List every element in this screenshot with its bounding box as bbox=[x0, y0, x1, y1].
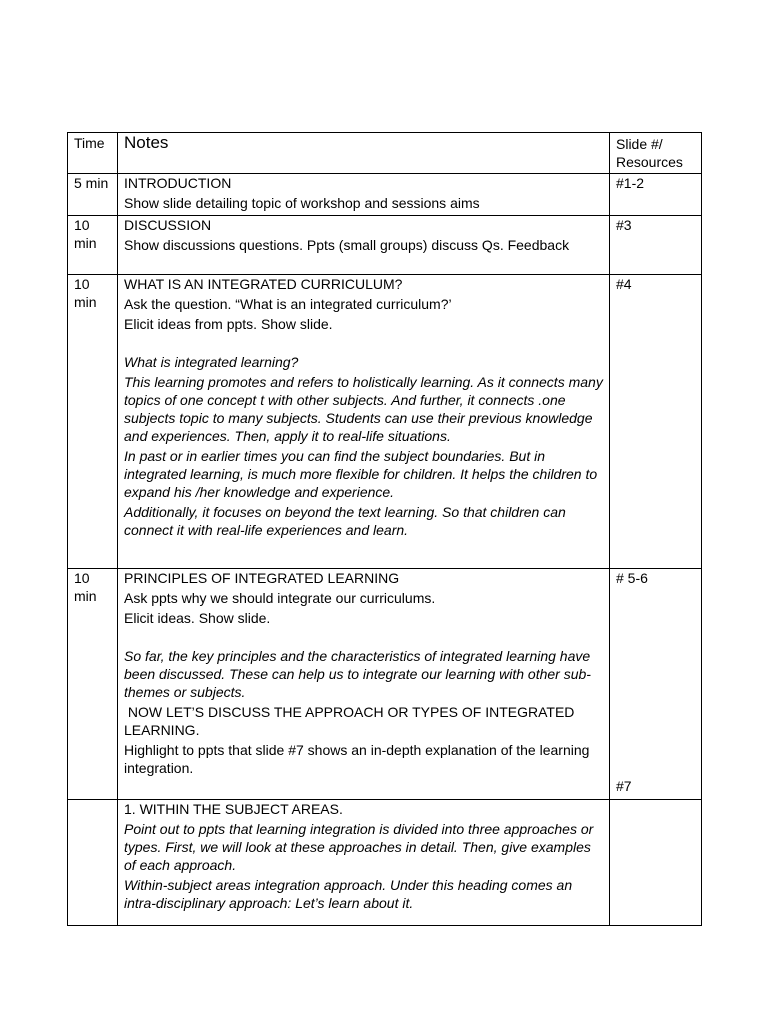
row-slide: #3 bbox=[610, 216, 702, 275]
header-time: Time bbox=[68, 133, 118, 174]
slide-ref: # 5-6 bbox=[616, 570, 648, 586]
note-paragraph: So far, the key principles and the characteristics of integrated learning have been discussed. These can help us to integrate our learning with other sub-themes or subjects. bbox=[124, 648, 591, 700]
table-row bbox=[68, 216, 702, 275]
note-line: DISCUSSION bbox=[124, 217, 212, 233]
header-row bbox=[68, 133, 702, 174]
row-slide: #1-2 bbox=[610, 174, 702, 216]
table-row bbox=[68, 569, 702, 800]
row-time: 10 min bbox=[68, 275, 118, 569]
row-notes bbox=[118, 275, 610, 569]
note-paragraph: Additionally, it focuses on beyond the text learning. So that children can connect it with real-life experiences and learn. bbox=[124, 504, 566, 538]
note-line: Show slide detailing topic of workshop and sessions aims bbox=[124, 195, 480, 211]
note-line: INTRODUCTION bbox=[124, 175, 232, 191]
row-notes bbox=[118, 569, 610, 800]
row-time bbox=[68, 800, 118, 926]
note-line: Ask ppts why we should integrate our curriculums. bbox=[124, 590, 436, 606]
table-row bbox=[68, 174, 702, 216]
note-line: 1. WITHIN THE SUBJECT AREAS. bbox=[124, 801, 343, 817]
note-line: Elicit ideas from ppts. Show slide. bbox=[124, 316, 333, 332]
header-slide-resources: Slide #/ Resources bbox=[610, 133, 702, 174]
lesson-plan-table bbox=[67, 132, 702, 926]
note-line: PRINCIPLES OF INTEGRATED LEARNING bbox=[124, 570, 400, 586]
row-slide: #4 bbox=[610, 275, 702, 569]
note-line: Highlight to ppts that slide #7 shows an in-depth explanation of the learning integration. bbox=[124, 742, 590, 776]
note-line: Show discussions questions. Ppts (small groups) discuss Qs. Feedback bbox=[124, 237, 570, 253]
header-notes: Notes bbox=[118, 133, 610, 174]
note-paragraph: This learning promotes and refers to holistically learning. As it connects many topics of one concept t with other subjects. And further, it connects .one subjects topic to many subjects. Students can use their previous knowledge and experiences. Then, apply it to real-life situations. bbox=[124, 374, 603, 444]
slide-ref-bottom: #7 bbox=[616, 778, 632, 794]
row-time: 5 min bbox=[68, 174, 118, 216]
table-row bbox=[68, 800, 702, 926]
note-line: NOW LET’S DISCUSS THE APPROACH OR TYPES OF INTEGRATED LEARNING. bbox=[124, 704, 579, 738]
note-paragraph: In past or in earlier times you can find the subject boundaries. But in integrated learning, is much more flexible for children. It helps the children to expand his /her knowledge and experience. bbox=[124, 448, 598, 500]
row-slide bbox=[610, 800, 702, 926]
row-notes bbox=[118, 800, 610, 926]
note-paragraph: Point out to ppts that learning integration is divided into three approaches or types. First, we will look at these approaches in detail. Then, give examples of each approach. bbox=[124, 821, 594, 873]
row-notes bbox=[118, 174, 610, 216]
note-line: Ask the question. “What is an integrated curriculum?’ bbox=[124, 296, 452, 312]
note-heading-italic: What is integrated learning? bbox=[124, 354, 299, 370]
note-paragraph: Within-subject areas integration approach. Under this heading comes an intra-disciplinary approach: Let’s learn about it. bbox=[124, 877, 573, 911]
note-line: WHAT IS AN INTEGRATED CURRICULUM? bbox=[124, 276, 403, 292]
row-time: 10 min bbox=[68, 569, 118, 800]
row-time: 10 min bbox=[68, 216, 118, 275]
note-line: Elicit ideas. Show slide. bbox=[124, 610, 271, 626]
row-slide bbox=[610, 569, 702, 800]
table-row bbox=[68, 275, 702, 569]
row-notes bbox=[118, 216, 610, 275]
